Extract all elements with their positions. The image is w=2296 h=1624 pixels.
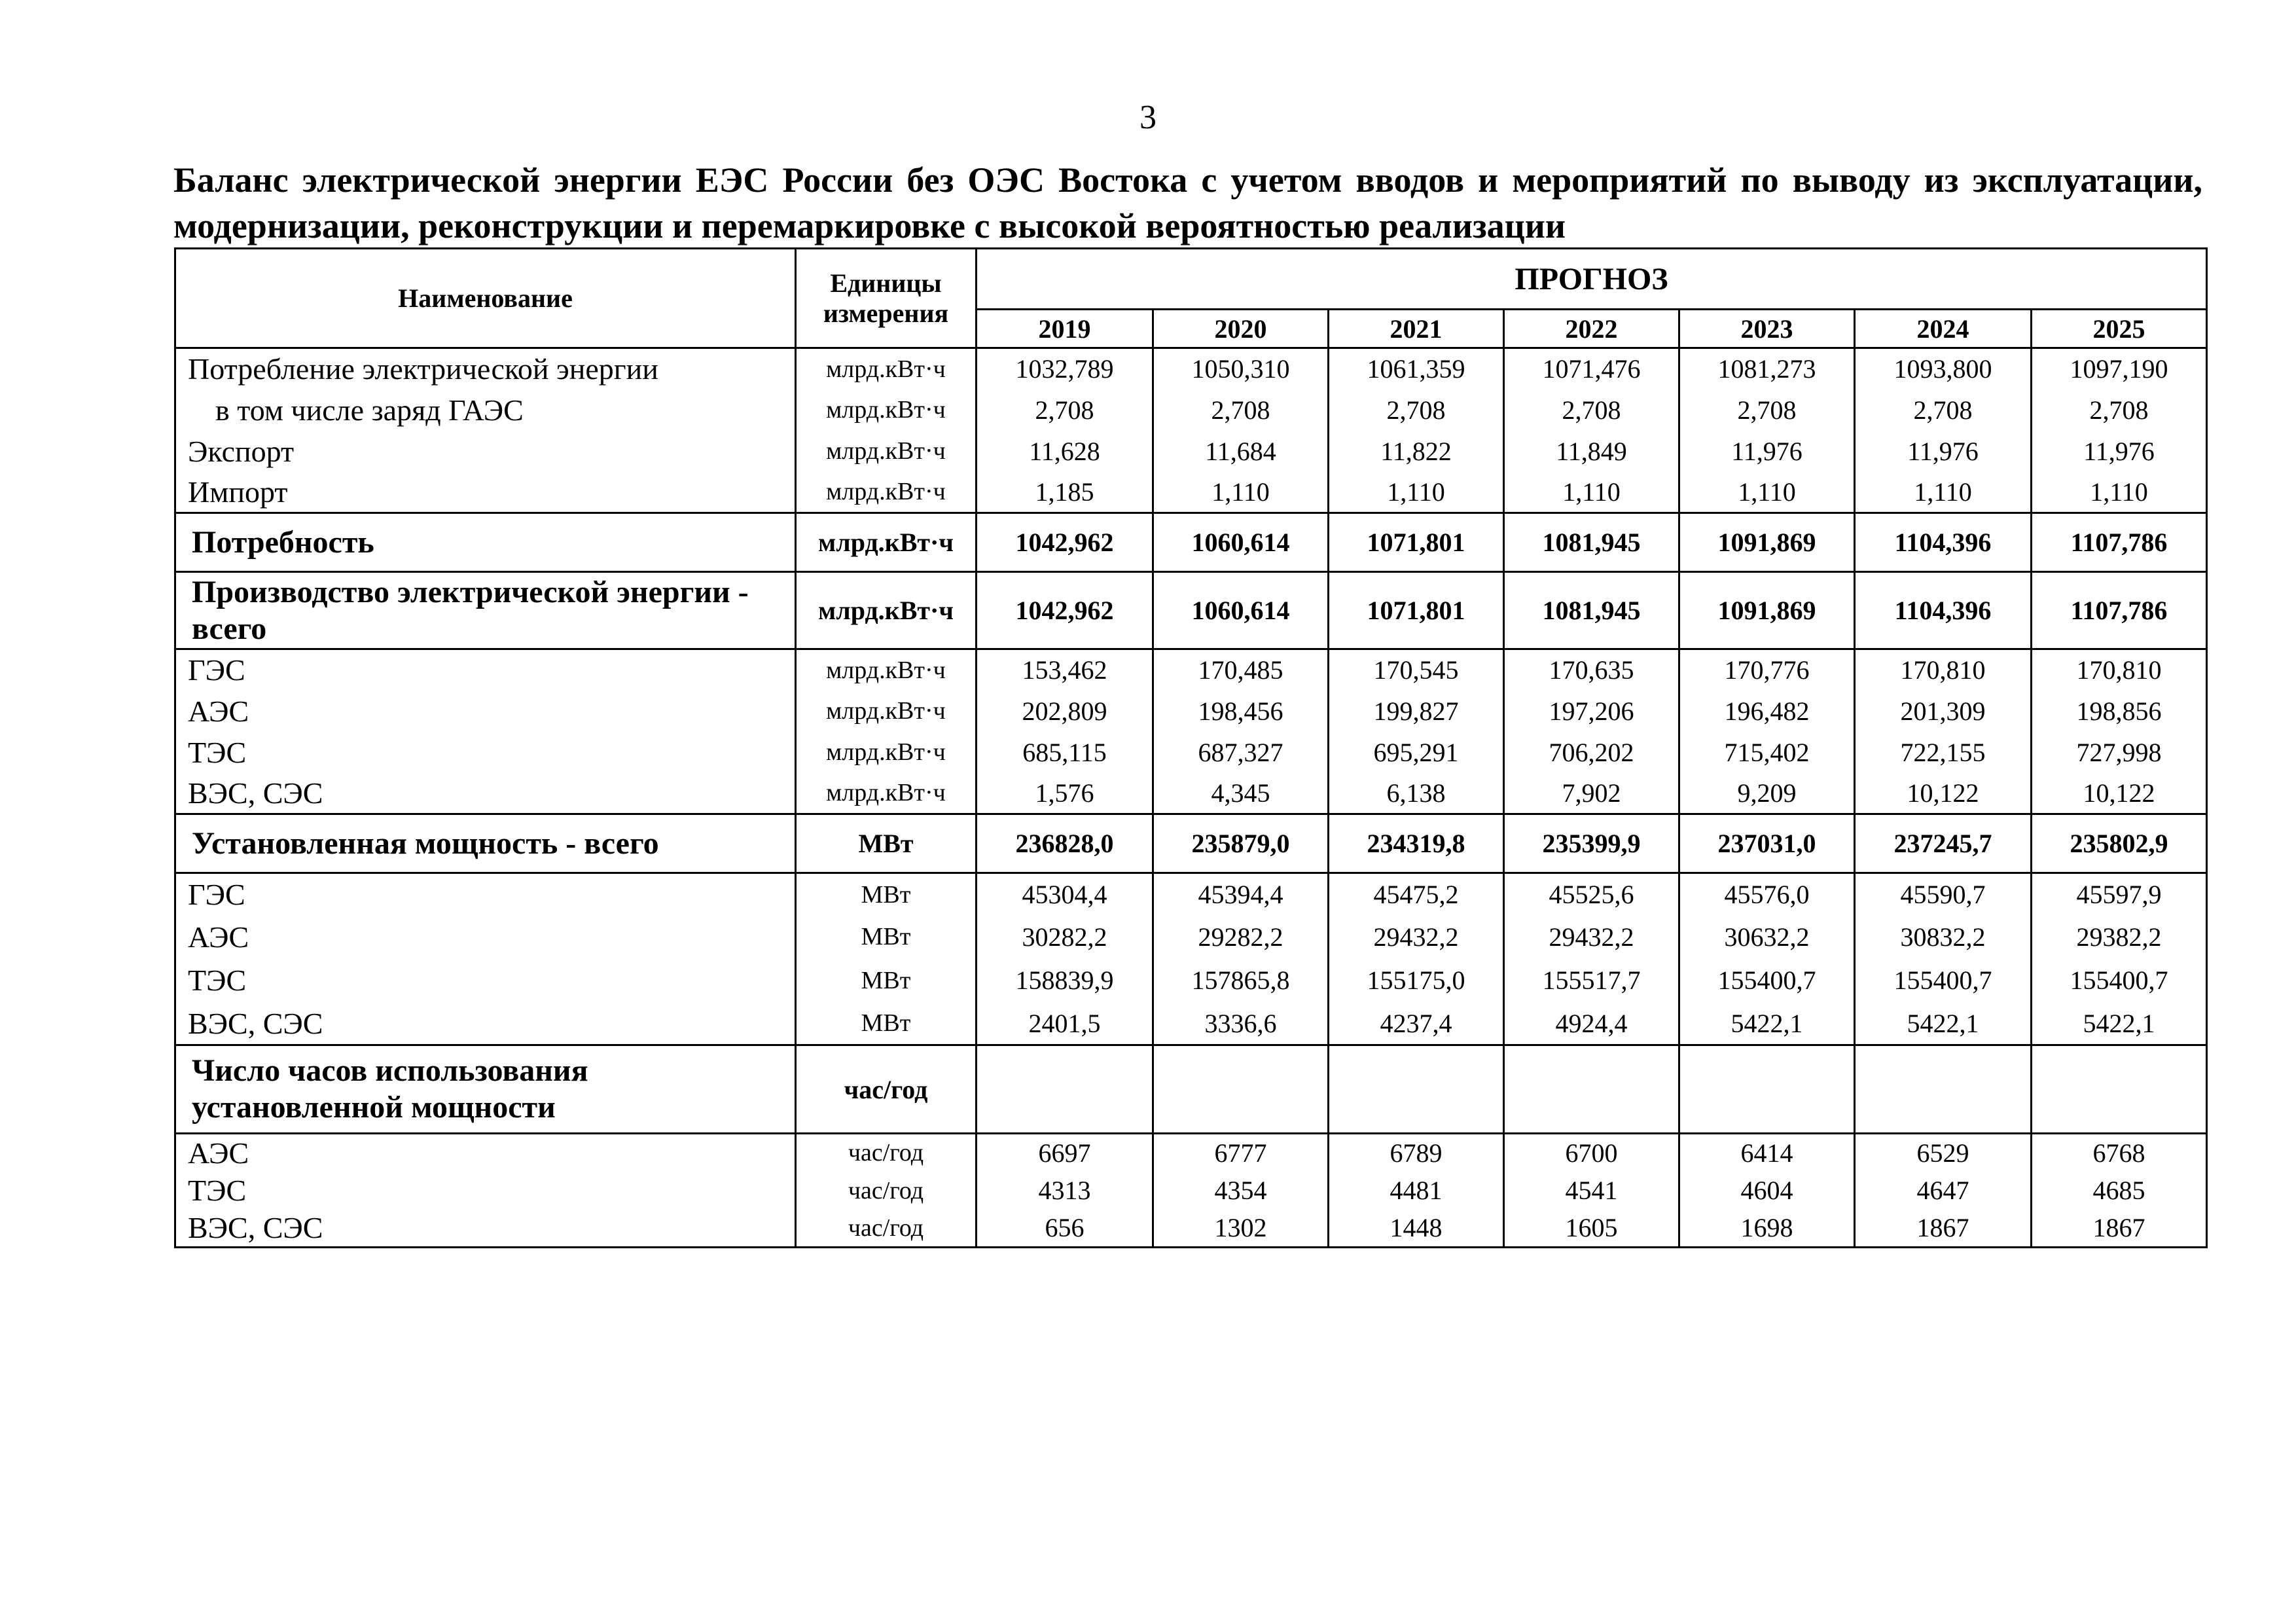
value-cell: 1302	[1153, 1210, 1329, 1248]
value-cell: 4685	[2032, 1172, 2207, 1210]
row-unit: млрд.кВт·ч	[796, 732, 977, 773]
value-cell: 1097,190	[2032, 348, 2207, 389]
value-cell: 29282,2	[1153, 916, 1329, 958]
row-unit: час/год	[796, 1210, 977, 1248]
row-label: в том числе заряд ГАЭС	[175, 389, 796, 431]
value-cell: 237245,7	[1855, 814, 2032, 873]
value-cell: 2,708	[1504, 389, 1679, 431]
value-cell	[1855, 1045, 2032, 1134]
value-cell: 1867	[1855, 1210, 2032, 1248]
value-cell: 1,110	[2032, 472, 2207, 513]
value-cell: 11,976	[1855, 431, 2032, 472]
value-cell: 155517,7	[1504, 958, 1679, 1003]
value-cell: 235802,9	[2032, 814, 2207, 873]
row-label: Производство электрической энергии - всего	[175, 572, 796, 649]
value-cell: 45394,4	[1153, 873, 1329, 916]
value-cell	[1679, 1045, 1855, 1134]
row-unit: МВт	[796, 916, 977, 958]
value-cell: 4924,4	[1504, 1003, 1679, 1045]
value-cell: 7,902	[1504, 773, 1679, 814]
value-cell: 4237,4	[1329, 1003, 1504, 1045]
value-cell: 1071,476	[1504, 348, 1679, 389]
value-cell: 722,155	[1855, 732, 2032, 773]
value-cell: 10,122	[2032, 773, 2207, 814]
value-cell: 715,402	[1679, 732, 1855, 773]
value-cell: 170,545	[1329, 649, 1504, 691]
value-cell: 687,327	[1153, 732, 1329, 773]
value-cell: 1605	[1504, 1210, 1679, 1248]
value-cell: 157865,8	[1153, 958, 1329, 1003]
table-row	[175, 1134, 2207, 1172]
value-cell: 197,206	[1504, 691, 1679, 732]
value-cell: 2,708	[1329, 389, 1504, 431]
value-cell: 155400,7	[1679, 958, 1855, 1003]
table-row	[175, 732, 2207, 773]
value-cell: 199,827	[1329, 691, 1504, 732]
value-cell: 1448	[1329, 1210, 1504, 1248]
value-cell: 234319,8	[1329, 814, 1504, 873]
table-row	[175, 1172, 2207, 1210]
value-cell: 198,856	[2032, 691, 2207, 732]
value-cell: 1032,789	[977, 348, 1153, 389]
energy-balance-table	[174, 247, 2208, 1248]
value-cell: 158839,9	[977, 958, 1153, 1003]
row-label: Потребление электрической энергии	[175, 348, 796, 389]
row-label: ГЭС	[175, 873, 796, 916]
value-cell: 706,202	[1504, 732, 1679, 773]
table-row	[175, 572, 2207, 649]
value-cell: 170,485	[1153, 649, 1329, 691]
value-cell: 1,110	[1329, 472, 1504, 513]
value-cell: 6777	[1153, 1134, 1329, 1172]
row-unit: МВт	[796, 1003, 977, 1045]
value-cell: 29432,2	[1329, 916, 1504, 958]
value-cell: 30832,2	[1855, 916, 2032, 958]
row-label: ТЭС	[175, 1172, 796, 1210]
value-cell: 1,110	[1679, 472, 1855, 513]
value-cell: 1,110	[1153, 472, 1329, 513]
value-cell	[1504, 1045, 1679, 1134]
value-cell: 695,291	[1329, 732, 1504, 773]
value-cell: 170,810	[1855, 649, 2032, 691]
value-cell: 1081,945	[1504, 513, 1679, 572]
table-row	[175, 1003, 2207, 1045]
year-header: 2023	[1679, 310, 1855, 348]
value-cell: 4313	[977, 1172, 1153, 1210]
value-cell: 1061,359	[1329, 348, 1504, 389]
value-cell: 5422,1	[1855, 1003, 2032, 1045]
value-cell: 155400,7	[2032, 958, 2207, 1003]
value-cell: 2,708	[1153, 389, 1329, 431]
row-label: ВЭС, СЭС	[175, 1003, 796, 1045]
value-cell: 4647	[1855, 1172, 2032, 1210]
value-cell: 30632,2	[1679, 916, 1855, 958]
row-label: ГЭС	[175, 649, 796, 691]
row-unit: МВт	[796, 958, 977, 1003]
value-cell: 30282,2	[977, 916, 1153, 958]
row-label: ВЭС, СЭС	[175, 1210, 796, 1248]
value-cell: 235879,0	[1153, 814, 1329, 873]
value-cell: 170,810	[2032, 649, 2207, 691]
row-unit: млрд.кВт·ч	[796, 431, 977, 472]
row-unit: час/год	[796, 1172, 977, 1210]
row-label: ТЭС	[175, 732, 796, 773]
value-cell: 1104,396	[1855, 572, 2032, 649]
table-row	[175, 814, 2207, 873]
value-cell: 1107,786	[2032, 513, 2207, 572]
value-cell: 153,462	[977, 649, 1153, 691]
table-row	[175, 389, 2207, 431]
row-unit: час/год	[796, 1045, 977, 1134]
value-cell: 4481	[1329, 1172, 1504, 1210]
row-label: Импорт	[175, 472, 796, 513]
value-cell: 6768	[2032, 1134, 2207, 1172]
column-header-forecast: ПРОГНОЗ	[977, 249, 2207, 310]
value-cell: 1093,800	[1855, 348, 2032, 389]
row-unit: МВт	[796, 873, 977, 916]
row-unit: млрд.кВт·ч	[796, 691, 977, 732]
column-header-name: Наименование	[175, 249, 796, 348]
value-cell: 45525,6	[1504, 873, 1679, 916]
value-cell: 6700	[1504, 1134, 1679, 1172]
table-row	[175, 472, 2207, 513]
row-label: Число часов использования установленной мощности	[175, 1045, 796, 1134]
row-label: АЭС	[175, 916, 796, 958]
value-cell: 727,998	[2032, 732, 2207, 773]
value-cell: 11,976	[2032, 431, 2207, 472]
value-cell: 1042,962	[977, 513, 1153, 572]
value-cell: 4604	[1679, 1172, 1855, 1210]
value-cell: 45475,2	[1329, 873, 1504, 916]
row-label: АЭС	[175, 1134, 796, 1172]
document-title: Баланс электрической энергии ЕЭС России без ОЭС Востока с учетом вводов и мероприятий по выводу из эксплуатации, модернизации, реконструкции и перемаркировке с высокой вероятностью реализации	[173, 160, 2202, 245]
value-cell: 201,309	[1855, 691, 2032, 732]
value-cell: 4,345	[1153, 773, 1329, 814]
table-row	[175, 431, 2207, 472]
value-cell: 170,776	[1679, 649, 1855, 691]
value-cell: 29382,2	[2032, 916, 2207, 958]
value-cell: 1867	[2032, 1210, 2207, 1248]
value-cell: 45304,4	[977, 873, 1153, 916]
value-cell	[1153, 1045, 1329, 1134]
table-row	[175, 958, 2207, 1003]
value-cell: 1107,786	[2032, 572, 2207, 649]
value-cell: 2,708	[1679, 389, 1855, 431]
row-label: ВЭС, СЭС	[175, 773, 796, 814]
value-cell: 1,576	[977, 773, 1153, 814]
year-header: 2021	[1329, 310, 1504, 348]
row-label: Установленная мощность - всего	[175, 814, 796, 873]
value-cell: 235399,9	[1504, 814, 1679, 873]
row-unit: млрд.кВт·ч	[796, 389, 977, 431]
year-header: 2019	[977, 310, 1153, 348]
value-cell: 11,822	[1329, 431, 1504, 472]
value-cell: 1698	[1679, 1210, 1855, 1248]
value-cell: 6789	[1329, 1134, 1504, 1172]
value-cell: 1081,273	[1679, 348, 1855, 389]
value-cell: 170,635	[1504, 649, 1679, 691]
table-row	[175, 773, 2207, 814]
value-cell: 11,684	[1153, 431, 1329, 472]
page-number: 3	[1139, 99, 1157, 136]
value-cell: 1071,801	[1329, 513, 1504, 572]
value-cell: 45576,0	[1679, 873, 1855, 916]
value-cell: 11,849	[1504, 431, 1679, 472]
value-cell: 1,185	[977, 472, 1153, 513]
row-unit: час/год	[796, 1134, 977, 1172]
value-cell: 1060,614	[1153, 572, 1329, 649]
value-cell: 196,482	[1679, 691, 1855, 732]
value-cell: 5422,1	[2032, 1003, 2207, 1045]
value-cell: 11,628	[977, 431, 1153, 472]
value-cell: 2,708	[1855, 389, 2032, 431]
row-label: Экспорт	[175, 431, 796, 472]
value-cell: 4541	[1504, 1172, 1679, 1210]
row-unit: млрд.кВт·ч	[796, 773, 977, 814]
year-header: 2024	[1855, 310, 2032, 348]
value-cell	[1329, 1045, 1504, 1134]
value-cell: 1104,396	[1855, 513, 2032, 572]
value-cell: 236828,0	[977, 814, 1153, 873]
value-cell: 2401,5	[977, 1003, 1153, 1045]
value-cell: 198,456	[1153, 691, 1329, 732]
value-cell: 5422,1	[1679, 1003, 1855, 1045]
value-cell: 9,209	[1679, 773, 1855, 814]
value-cell: 1081,945	[1504, 572, 1679, 649]
table-row	[175, 649, 2207, 691]
value-cell: 1050,310	[1153, 348, 1329, 389]
table-row	[175, 873, 2207, 916]
value-cell	[2032, 1045, 2207, 1134]
value-cell: 1060,614	[1153, 513, 1329, 572]
value-cell: 29432,2	[1504, 916, 1679, 958]
value-cell: 10,122	[1855, 773, 2032, 814]
value-cell: 237031,0	[1679, 814, 1855, 873]
value-cell: 2,708	[2032, 389, 2207, 431]
value-cell: 656	[977, 1210, 1153, 1248]
value-cell: 45590,7	[1855, 873, 2032, 916]
value-cell: 11,976	[1679, 431, 1855, 472]
value-cell: 1091,869	[1679, 513, 1855, 572]
value-cell: 202,809	[977, 691, 1153, 732]
value-cell: 6414	[1679, 1134, 1855, 1172]
value-cell: 4354	[1153, 1172, 1329, 1210]
year-header: 2022	[1504, 310, 1679, 348]
value-cell	[977, 1045, 1153, 1134]
row-label: ТЭС	[175, 958, 796, 1003]
value-cell: 685,115	[977, 732, 1153, 773]
value-cell: 1071,801	[1329, 572, 1504, 649]
row-unit: млрд.кВт·ч	[796, 513, 977, 572]
table-row	[175, 1045, 2207, 1134]
table-row	[175, 691, 2207, 732]
table-row	[175, 348, 2207, 389]
year-header: 2025	[2032, 310, 2207, 348]
value-cell: 6697	[977, 1134, 1153, 1172]
value-cell: 1,110	[1855, 472, 2032, 513]
value-cell: 6529	[1855, 1134, 2032, 1172]
value-cell: 1091,869	[1679, 572, 1855, 649]
value-cell: 155175,0	[1329, 958, 1504, 1003]
table-row	[175, 1210, 2207, 1248]
value-cell: 3336,6	[1153, 1003, 1329, 1045]
table-row	[175, 513, 2207, 572]
table-row	[175, 916, 2207, 958]
value-cell: 6,138	[1329, 773, 1504, 814]
row-unit: млрд.кВт·ч	[796, 472, 977, 513]
value-cell: 45597,9	[2032, 873, 2207, 916]
row-label: АЭС	[175, 691, 796, 732]
year-header: 2020	[1153, 310, 1329, 348]
row-unit: млрд.кВт·ч	[796, 649, 977, 691]
value-cell: 1,110	[1504, 472, 1679, 513]
row-unit: млрд.кВт·ч	[796, 572, 977, 649]
row-label: Потребность	[175, 513, 796, 572]
value-cell: 1042,962	[977, 572, 1153, 649]
column-header-unit: Единицы измерения	[796, 249, 977, 348]
value-cell: 2,708	[977, 389, 1153, 431]
value-cell: 155400,7	[1855, 958, 2032, 1003]
row-unit: млрд.кВт·ч	[796, 348, 977, 389]
row-unit: МВт	[796, 814, 977, 873]
